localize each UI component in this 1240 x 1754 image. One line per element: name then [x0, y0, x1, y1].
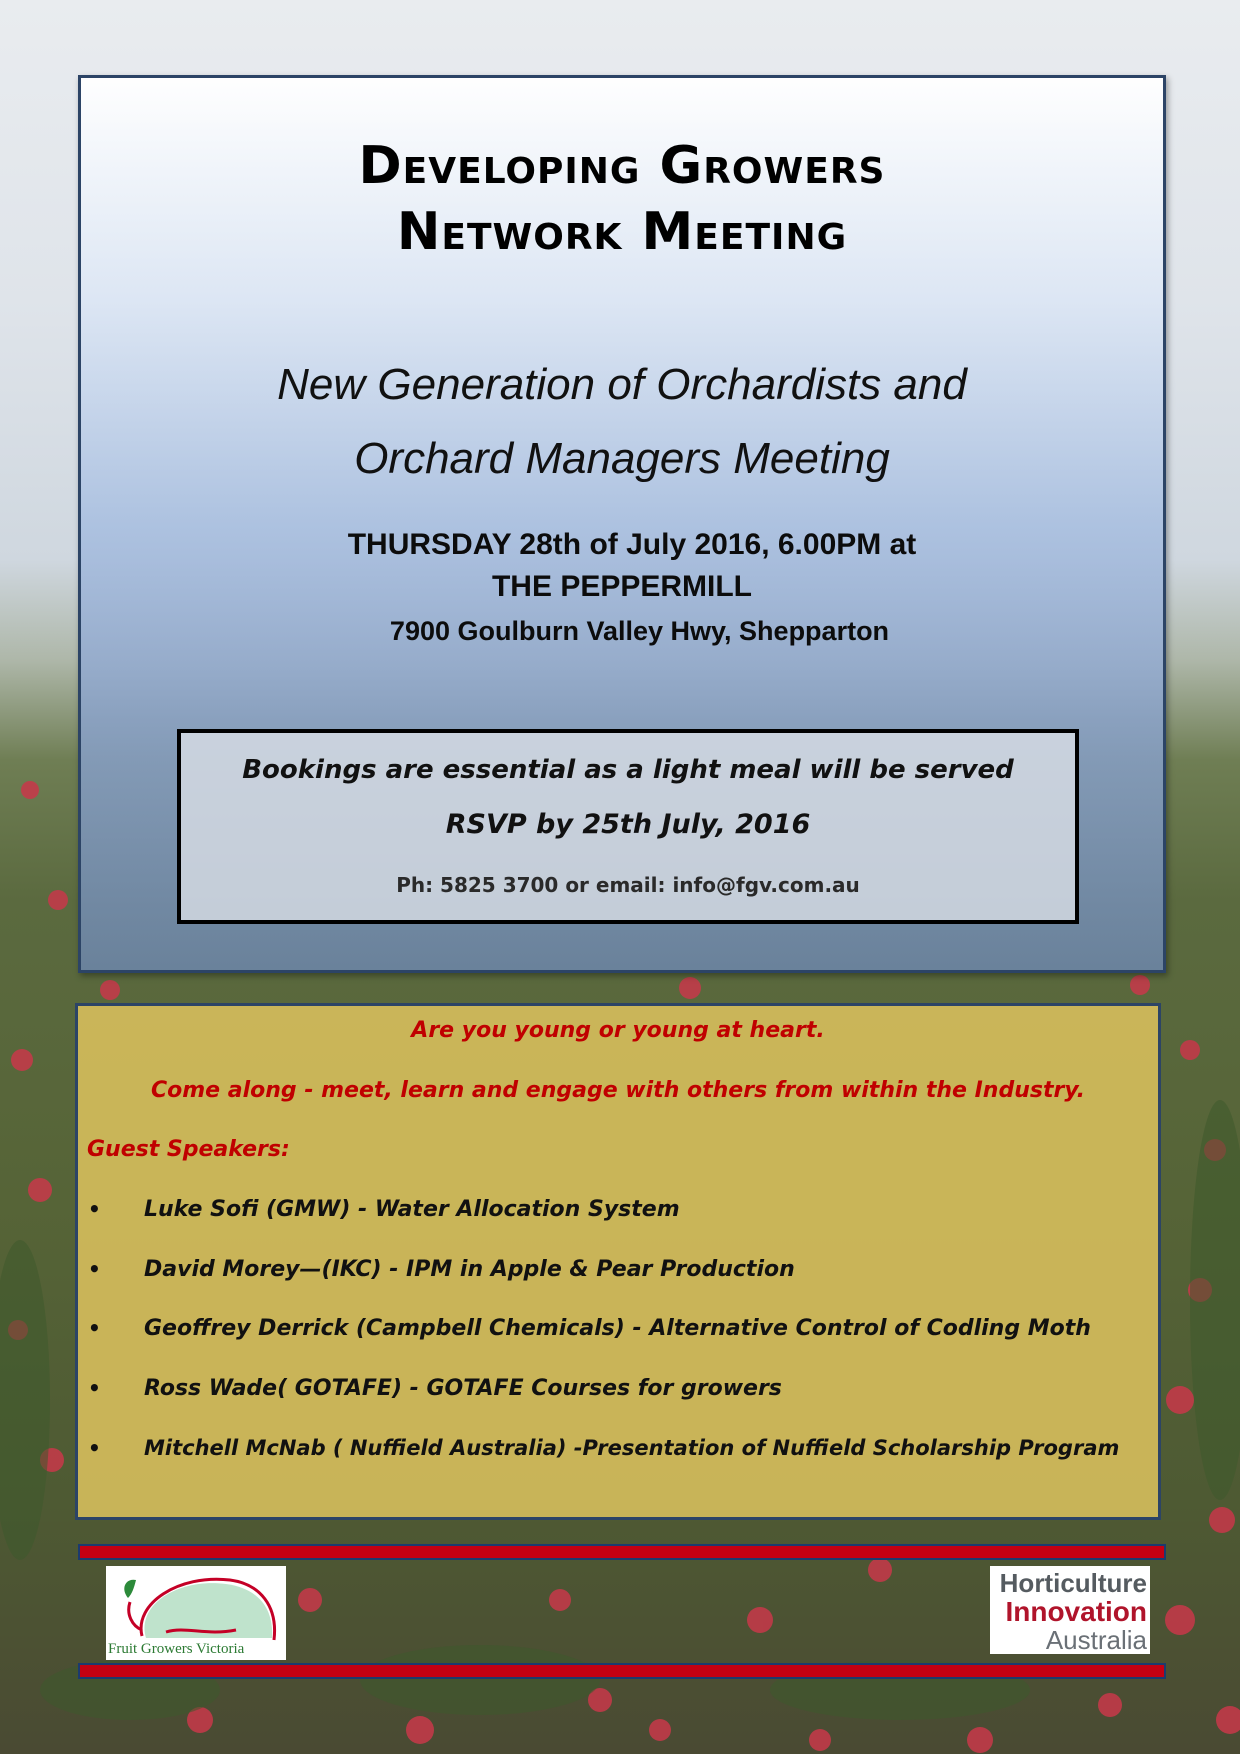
- booking-essential-text: Bookings are essential as a light meal will be served: [242, 755, 1014, 785]
- bullet-icon: •: [88, 1436, 101, 1460]
- speaker-text: David Morey—(IKC) - IPM in Apple & Pear Production: [144, 1257, 795, 1282]
- event-subtitle-line-2: Orchard Managers Meeting: [354, 434, 890, 483]
- rsvp-text: RSVP by 25th July, 2016: [445, 809, 811, 840]
- bullet-icon: •: [88, 1376, 101, 1400]
- fruit-growers-victoria-logo: [106, 1566, 286, 1660]
- booking-contact-text: Ph: 5825 3700 or email: info@fgv.com.au: [396, 873, 860, 897]
- hia-logo-line-3: Australia: [1045, 1625, 1147, 1655]
- speaker-list-item: [78, 1197, 1158, 1227]
- speaker-list-item: [78, 1376, 1158, 1406]
- bullet-icon: •: [88, 1257, 101, 1281]
- bullet-icon: •: [88, 1197, 101, 1221]
- tagline-text: Are you young or young at heart.: [411, 1018, 825, 1043]
- horticulture-innovation-australia-logo: [990, 1566, 1150, 1654]
- speaker-list-item: [78, 1436, 1158, 1466]
- speaker-text: Geoffrey Derrick (Campbell Chemicals) - Alternative Control of Codling Moth: [144, 1316, 1091, 1341]
- speaker-list-item: [78, 1257, 1158, 1287]
- speaker-list-item: [78, 1316, 1158, 1346]
- bullet-icon: •: [88, 1316, 101, 1340]
- booking-box: [177, 729, 1079, 924]
- speaker-text: Mitchell McNab ( Nuffield Australia) -Presentation of Nuffield Scholarship Program: [144, 1436, 1120, 1460]
- hia-logo-line-2: Innovation: [1005, 1596, 1147, 1627]
- event-title-line-1: Developing Growers: [358, 136, 886, 196]
- speaker-text: Luke Sofi (GMW) - Water Allocation System: [144, 1197, 680, 1222]
- event-title-line-2: Network Meeting: [396, 202, 848, 262]
- event-address: 7900 Goulburn Valley Hwy, Shepparton: [389, 616, 890, 646]
- fgv-logo-text: Fruit Growers Victoria: [108, 1641, 245, 1657]
- footer-divider-bottom: [78, 1663, 1166, 1679]
- speakers-panel: [75, 1003, 1161, 1520]
- event-date-time: THURSDAY 28th of July 2016, 6.00PM at: [347, 528, 917, 561]
- event-venue: THE PEPPERMILL: [491, 570, 753, 603]
- event-subtitle-line-1: New Generation of Orchardists and: [277, 360, 967, 409]
- footer-divider-top: [78, 1544, 1166, 1560]
- speaker-text: Ross Wade( GOTAFE) - GOTAFE Courses for growers: [144, 1376, 782, 1401]
- invite-text: Come along - meet, learn and engage with others from within the Industry.: [150, 1078, 1086, 1103]
- guest-speakers-heading: Guest Speakers:: [87, 1137, 290, 1162]
- hia-logo-line-1: Horticulture: [999, 1568, 1147, 1598]
